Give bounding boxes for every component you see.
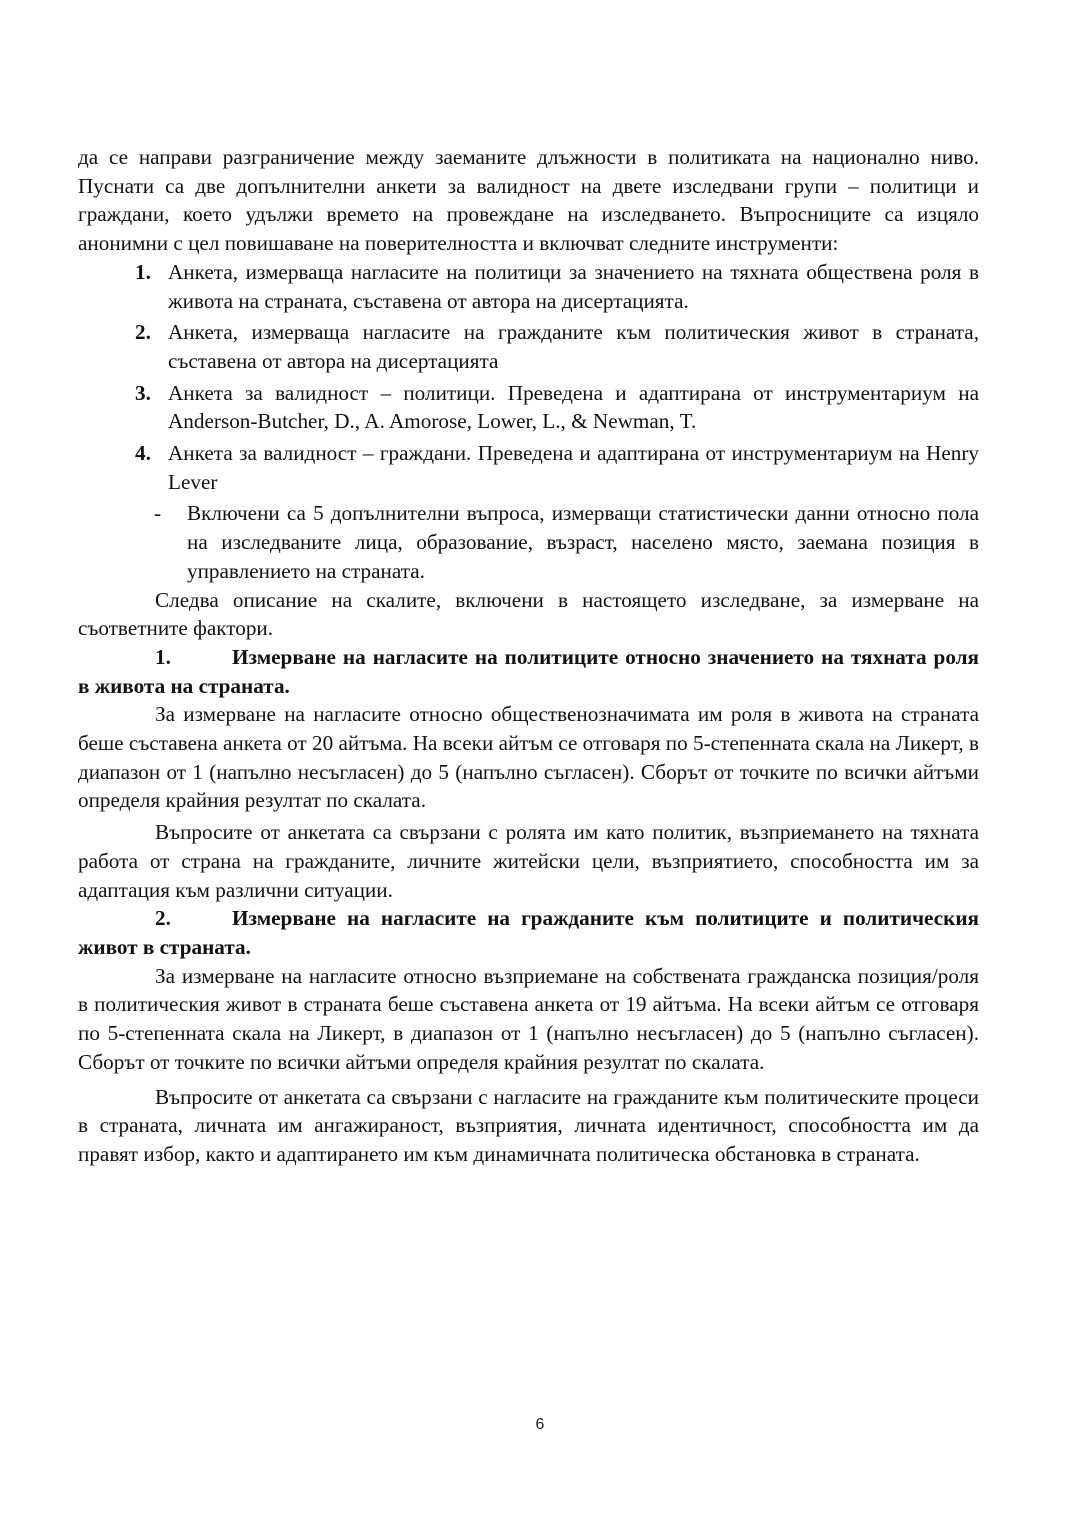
- dash-list-item: [78, 499, 979, 585]
- dash-item-text: Включени са 5 допълнителни въпроса, измерващи статистически данни относно пола на изследваните лица, образование, възраст, населено място, заемана позиция в управлението на страната.: [187, 501, 979, 583]
- scales-intro-paragraph: Следва описание на скалите, включени в настоящето изследване, за измерване на съответните фактори.: [78, 587, 979, 641]
- section-1-paragraph-1: За измерване на нагласите относно общественозначимата им роля в живота на страната беше съставена анкета от 20 айтъма. На всеки айтъм се отговаря по 5-степенната скала на Ликерт, в диапазон от 1 (напълно несъгласен) до 5 (напълно съгласен). Сборът от точките по всички айтъми определя крайния резултат по скалата.: [78, 702, 979, 813]
- list-item-number: 2.: [135, 320, 151, 345]
- list-item-number: 4.: [135, 441, 151, 466]
- section-1-paragraph-2: Въпросите от анкетата са свързани с ролята им като политик, възприемането на тяхната работа от страна на гражданите, личните житейски цели, възприятието, способността им за адаптация към различни ситуации.: [78, 820, 979, 902]
- list-item-text: Анкета за валидност – политици. Преведена и адаптирана от инструментариум на Anderson-Butcher, D., A. Amorose, Lower, L., & Newman, T.: [168, 380, 979, 434]
- section-1-number: 1.: [155, 644, 171, 669]
- list-item: [78, 379, 979, 436]
- dash-marker: -: [154, 501, 162, 526]
- list-item-number: 3.: [135, 380, 151, 405]
- section-1-title: Измерване на нагласите на политиците относно значението на тяхната роля в живота на страната.: [78, 644, 979, 698]
- document-page: [78, 143, 979, 1169]
- list-item: [78, 258, 979, 315]
- section-2-paragraph-1: За измерване на нагласите относно възприемане на собствената гражданска позиция/роля в политическия живот в страната беше съставена анкета от 19 айтъма. На всеки айтъм се отговаря по 5-степенната скала на Ликерт, в диапазон от 1 (напълно несъгласен) до 5 (напълно съгласен). Сборът от точките по всички айтъми определя крайния резултат по скалата.: [78, 963, 979, 1074]
- section-2-heading: [78, 904, 979, 961]
- section-2-title: Измерване на нагласите на гражданите към политиците и политическия живот в страната.: [78, 906, 979, 959]
- list-item: [78, 439, 979, 496]
- list-item: [78, 318, 979, 375]
- page-number: 6: [535, 1416, 545, 1433]
- section-2-number: 2.: [155, 906, 171, 931]
- section-1-heading: [78, 643, 979, 700]
- intro-paragraph: да се направи разграничение между заеманите длъжности в политиката на национално ниво. Пуснати са две допълнителни анкети за валидност на двете изследвани групи – политици и граждани, което удължи времето на провеждане на изследването. Въпросниците са изцяло анонимни с цел повишаване на поверителността и включват следните инструменти:: [78, 145, 979, 256]
- list-item-text: Анкета, измерваща нагласите на гражданите към политическия живот в страната, съставена от автора на дисертацията: [168, 320, 979, 373]
- list-item-number: 1.: [135, 259, 151, 284]
- list-item-text: Анкета за валидност – граждани. Преведена и адаптирана от инструментариум на Henry Lever: [168, 441, 979, 494]
- instruments-list: [78, 258, 979, 497]
- list-item-text: Анкета, измерваща нагласите на политици за значението на тяхната обществена роля в живота на страната, съставена от автора на дисертацията.: [168, 259, 979, 313]
- section-2-paragraph-2: Въпросите от анкетата са свързани с нагласите на гражданите към политическите процеси в страната, личната им ангажираност, възприятия, личната идентичност, способността им да правят избор, както и адаптирането им към динамичната политическа обстановка в страната.: [78, 1084, 979, 1166]
